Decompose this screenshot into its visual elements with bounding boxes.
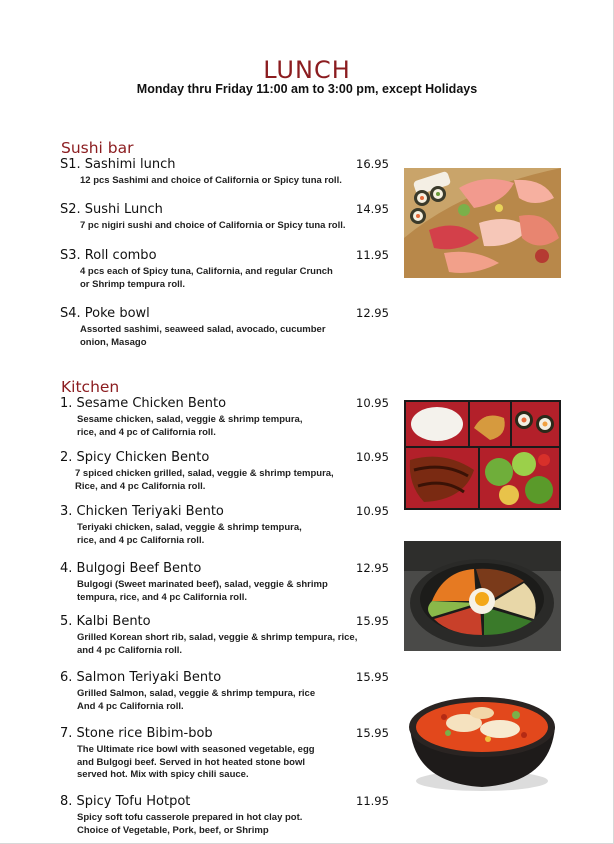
item-name: 8. Spicy Tofu Hotpot: [60, 794, 191, 809]
item-description: 7 pc nigiri sushi and choice of California or Spicy tuna roll.: [80, 220, 346, 231]
item-description: 12 pcs Sashimi and choice of California or Spicy tuna roll.: [80, 175, 342, 186]
desc-line: onion, Masago: [80, 336, 147, 348]
page-title: LUNCH: [263, 56, 351, 84]
item-description: [75, 468, 375, 493]
desc-line: 7 spiced chicken grilled, salad, veggie & shrimp tempura,: [75, 468, 334, 479]
desc-line: rice, and 4 pc California roll.: [77, 534, 205, 546]
item-name: 1. Sesame Chicken Bento: [60, 396, 227, 411]
bento-box-photo: [404, 400, 561, 510]
item-price: 10.95: [356, 504, 389, 518]
tofu-hotpot-photo: [404, 683, 561, 793]
item-price: 14.95: [356, 202, 389, 216]
desc-line: and 4 pc California roll.: [77, 644, 183, 656]
desc-line: tempura, rice, and 4 pc California roll.: [77, 591, 247, 603]
item-price: 11.95: [356, 248, 389, 262]
desc-line: Sesame chicken, salad, veggie & shrimp tempura,: [77, 414, 303, 425]
desc-line: Rice, and 4 pc California roll.: [75, 480, 206, 492]
desc-line: Assorted sashimi, seaweed salad, avocado, cucumber: [80, 324, 326, 335]
desc-line: The Ultimate rice bowl with seasoned vegetable, egg: [77, 744, 315, 755]
bibimbap-stone-bowl-photo: [404, 541, 561, 651]
item-price: 10.95: [356, 450, 389, 464]
item-price: 12.95: [356, 561, 389, 575]
item-name: 4. Bulgogi Beef Bento: [60, 561, 202, 576]
item-name: S1. Sashimi lunch: [60, 157, 176, 172]
section-heading-sushi-bar: Sushi bar: [61, 139, 134, 157]
item-price: 15.95: [356, 670, 389, 684]
item-price: 12.95: [356, 306, 389, 320]
item-price: 16.95: [356, 157, 389, 171]
item-description: [77, 632, 387, 657]
item-description: [77, 688, 377, 713]
desc-line: Teriyaki chicken, salad, veggie & shrimp tempura,: [77, 522, 302, 533]
desc-line: And 4 pc California roll.: [77, 700, 184, 712]
item-price: 10.95: [356, 396, 389, 410]
item-description: [77, 522, 377, 547]
item-name: S4. Poke bowl: [60, 306, 150, 321]
desc-line: Choice of Vegetable, Pork, beef, or Shrimp: [77, 824, 269, 836]
desc-line: rice, and 4 pc of California roll.: [77, 426, 216, 438]
desc-line: 4 pcs each of Spicy tuna, California, and regular Crunch: [80, 266, 333, 277]
lunch-hours: Monday thru Friday 11:00 am to 3:00 pm, except Holidays: [136, 82, 478, 96]
desc-line: Spicy soft tofu casserole prepared in hot clay pot.: [77, 812, 303, 823]
desc-line: Bulgogi (Sweet marinated beef), salad, veggie & shrimp: [77, 579, 328, 590]
item-name: 5. Kalbi Bento: [60, 614, 151, 629]
item-description: [77, 812, 377, 837]
desc-line: or Shrimp tempura roll.: [80, 278, 186, 290]
item-name: 3. Chicken Teriyaki Bento: [60, 504, 224, 519]
item-description: [80, 324, 380, 349]
item-name: 2. Spicy Chicken Bento: [60, 450, 210, 465]
desc-line: and Bulgogi beef. Served in hot heated stone bowl: [77, 756, 306, 768]
item-description: [77, 579, 377, 604]
desc-line: Grilled Salmon, salad, veggie & shrimp tempura, rice: [77, 688, 316, 699]
item-description: [80, 266, 380, 291]
item-description: [77, 414, 377, 439]
item-price: 15.95: [356, 726, 389, 740]
desc-line: served hot. Mix with spicy chili sauce.: [77, 769, 249, 780]
item-name: 6. Salmon Teriyaki Bento: [60, 670, 222, 685]
section-heading-kitchen: Kitchen: [61, 378, 120, 396]
item-price: 15.95: [356, 614, 389, 628]
item-price: 11.95: [356, 794, 389, 808]
item-name: S3. Roll combo: [60, 248, 157, 263]
sashimi-platter-photo: [404, 168, 561, 278]
item-description: [77, 744, 377, 782]
desc-line: Grilled Korean short rib, salad, veggie & shrimp tempura, rice,: [77, 632, 358, 643]
item-name: S2. Sushi Lunch: [60, 202, 163, 217]
item-name: 7. Stone rice Bibim-bob: [60, 726, 213, 741]
